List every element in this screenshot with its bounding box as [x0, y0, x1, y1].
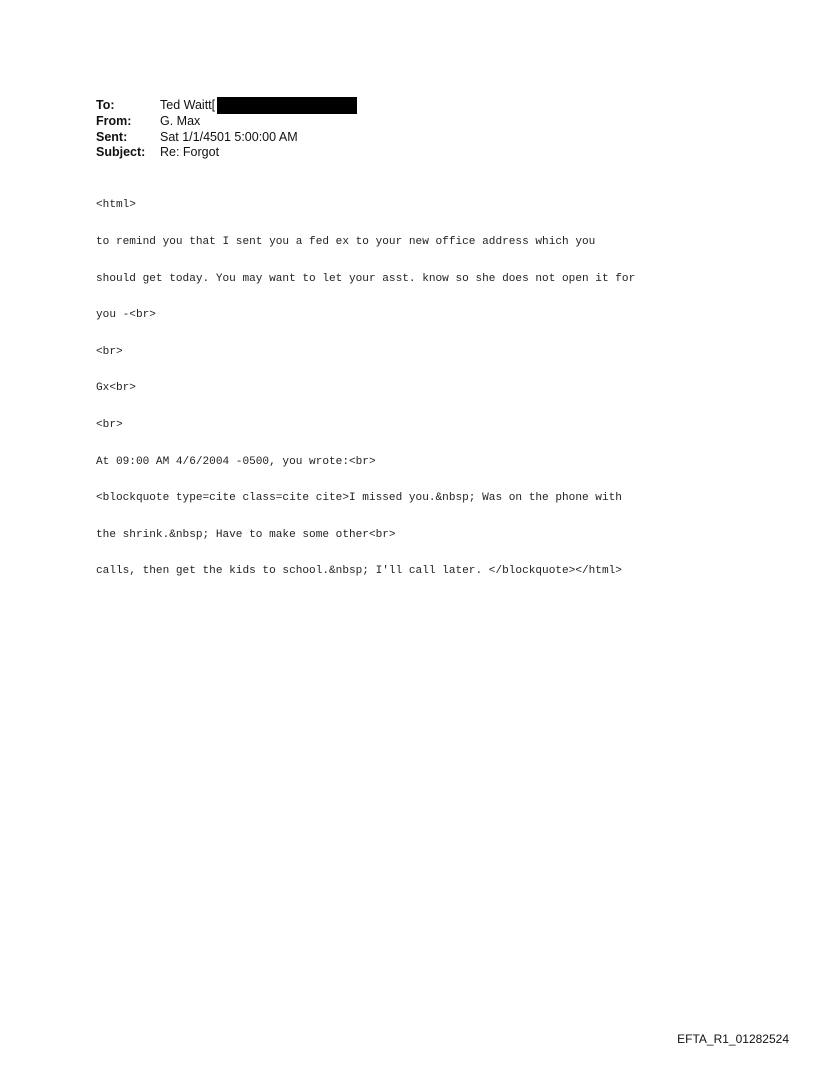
sent-row [96, 130, 357, 146]
body-line: calls, then get the kids to school.&nbsp; I'll call later. </blockquote></html> [96, 565, 622, 578]
body-line: <br> [96, 345, 123, 358]
from-label: From: [96, 114, 132, 128]
body-line: should get today. You may want to let your asst. know so she does not open it for [96, 272, 636, 285]
email-headers [96, 97, 357, 161]
redaction-block [217, 97, 357, 114]
from-value: G. Max [160, 114, 201, 128]
body-line: you -<br> [96, 309, 156, 322]
to-label: To: [96, 97, 115, 112]
email-body [96, 175, 736, 602]
subject-row [96, 145, 357, 161]
body-line: <blockquote type=cite class=cite cite>I missed you.&nbsp; Was on the phone with [96, 492, 622, 505]
subject-label: Subject: [96, 145, 146, 159]
body-line: <html> [96, 199, 136, 212]
sent-label: Sent: [96, 129, 128, 144]
sent-value: Sat 1/1/4501 5:00:00 AM [160, 129, 298, 144]
to-row [96, 97, 357, 114]
from-row [96, 114, 357, 130]
document-id: EFTA_R1_01282524 [677, 1032, 789, 1046]
body-line: to remind you that I sent you a fed ex to your new office address which you [96, 236, 596, 248]
body-line: the shrink.&nbsp; Have to make some other<br> [96, 528, 396, 541]
subject-value: Re: Forgot [160, 145, 220, 159]
body-line: Gx<br> [96, 382, 136, 395]
to-value: Ted Waitt[ [160, 97, 216, 112]
body-line: At 09:00 AM 4/6/2004 -0500, you wrote:<br> [96, 455, 376, 468]
body-line: <br> [96, 418, 123, 431]
